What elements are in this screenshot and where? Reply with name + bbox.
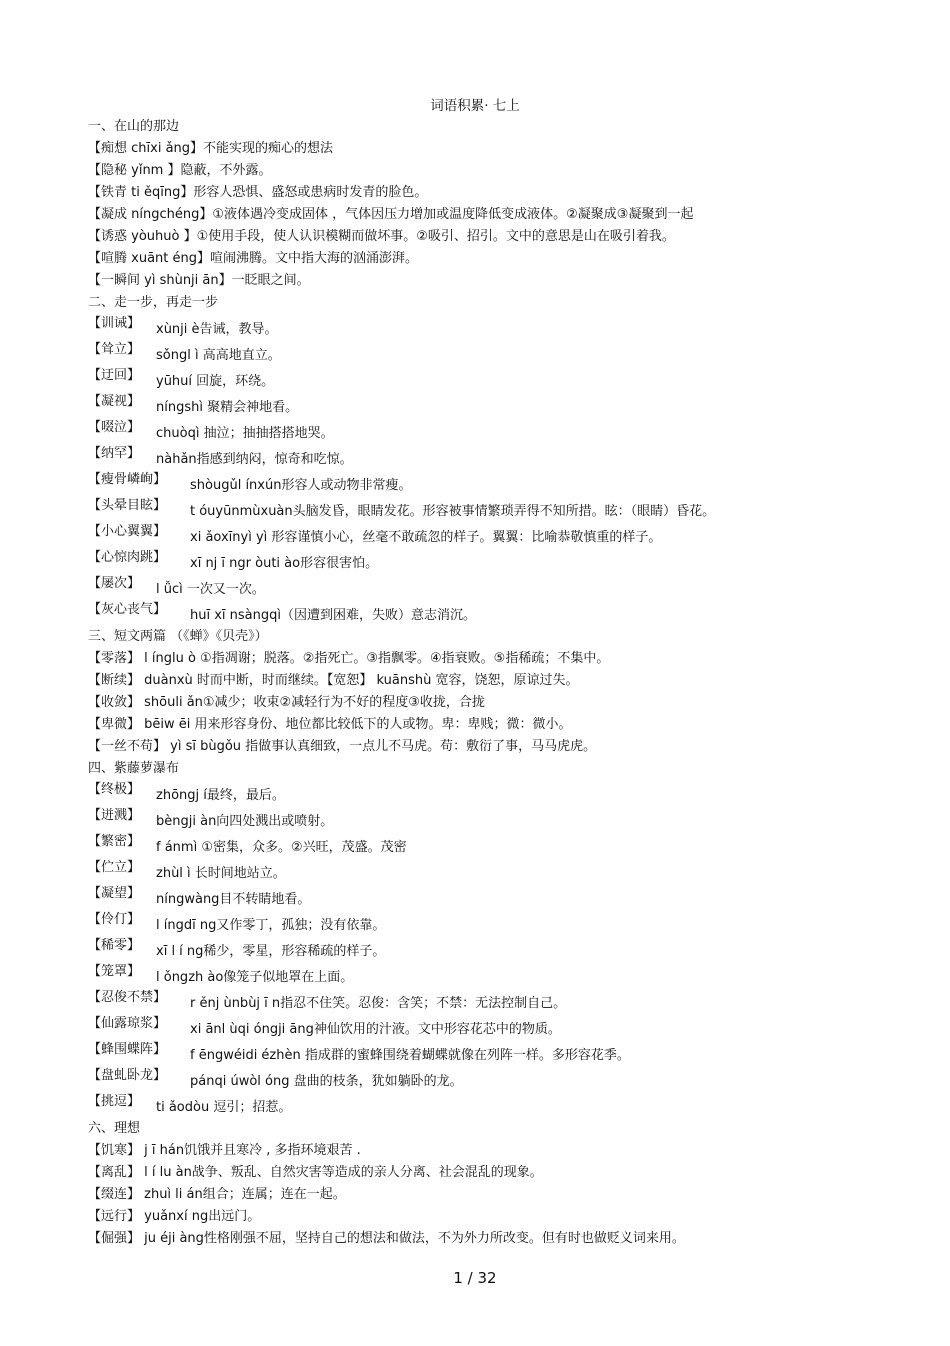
vocab-entry [88, 444, 918, 470]
vocabulary-list [88, 116, 918, 1250]
vocab-term: 【盘虬卧龙】 [88, 1068, 167, 1083]
vocab-entry [88, 988, 918, 1014]
vocab-entry [88, 496, 918, 522]
vocab-entry: 【喧腾 xuānt éng】喧闹沸腾。文中指大海的汹涌澎湃。 [88, 251, 418, 266]
vocab-term: 【伶仃】 [88, 912, 141, 927]
vocab-term: 【挑逗】 [88, 1094, 141, 1109]
vocab-term: 【忍俊不禁】 [88, 990, 167, 1005]
vocab-definition: f ánmì ①密集，众多。②兴旺，茂盛。茂密 [156, 840, 407, 855]
vocab-entry: 【铁青 ti ěqīng】形容人恐惧、盛怒或患病时发青的脸色。 [88, 185, 428, 200]
vocab-term: 【迸溅】 [88, 808, 141, 823]
vocab-entry: 【缀连】 zhuì li án组合；连属；连在一起。 [88, 1187, 346, 1202]
vocab-entry [88, 522, 918, 548]
vocab-definition: yūhuí 回旋，环绕。 [156, 374, 275, 389]
vocab-entry [88, 470, 918, 496]
vocab-entry: 【卑微】 bēiw ēi 用来形容身份、地位都比较低下的人或物。卑：卑贱；微：微小。 [88, 717, 572, 732]
vocab-definition: xī l í ng稀少，零星，形容稀疏的样子。 [156, 944, 386, 959]
vocab-entry: 【痴想 chīxi ǎng】不能实现的痴心的想法 [88, 141, 334, 156]
vocab-entry [88, 392, 918, 418]
vocab-term: 【啜泣】 [88, 420, 141, 435]
section-heading: 六、理想 [88, 1121, 141, 1136]
section-heading: 一、在山的那边 [88, 119, 180, 134]
vocab-entry [88, 884, 918, 910]
vocab-definition: chuòqì 抽泣；抽抽搭搭地哭。 [156, 426, 334, 441]
vocab-term: 【繁密】 [88, 834, 141, 849]
vocab-term: 【瘦骨嶙峋】 [88, 472, 167, 487]
vocab-entry: 【收敛】 shōuli ǎn①减少；收束②减轻行为不好的程度③收拢，合拢 [88, 695, 485, 710]
vocab-entry [88, 936, 918, 962]
vocab-term: 【凝望】 [88, 886, 141, 901]
vocab-entry [88, 780, 918, 806]
vocab-definition: l íngdī ng又作零丁，孤独；没有依靠。 [156, 918, 386, 933]
section-heading: 四、紫藤萝瀑布 [88, 761, 180, 776]
vocab-definition: sǒngl ì 高高地直立。 [156, 348, 281, 363]
vocab-entry [88, 910, 918, 936]
vocab-entry: 【一丝不苟】 yì sī bùgǒu 指做事认真细致，一点儿不马虎。苟：敷衍了事，马马虎虎。 [88, 739, 597, 754]
vocab-term: 【伫立】 [88, 860, 141, 875]
vocab-entry [88, 1066, 918, 1092]
vocab-definition: pánqi úwòl óng 盘曲的枝条，犹如躺卧的龙。 [190, 1074, 463, 1089]
vocab-entry [88, 314, 918, 340]
vocab-term: 【仙露琼浆】 [88, 1016, 167, 1031]
section-heading: 三、短文两篇 （《蝉》《贝壳》） [88, 629, 268, 644]
vocab-entry: 【断续】 duànxù 时而中断，时而继续。【宽恕】 kuānshù 宽容，饶恕，原谅过失。 [88, 673, 579, 688]
vocab-term: 【灰心丧气】 [88, 602, 167, 617]
vocab-entry [88, 340, 918, 366]
vocab-entry [88, 1092, 918, 1118]
vocab-definition: zhōngj í最终，最后。 [156, 788, 285, 803]
vocab-definition: ti ǎodòu 逗引；招惹。 [156, 1100, 292, 1115]
vocab-definition: xi ǎoxīnyì yì 形容谨慎小心，丝毫不敢疏忽的样子。翼翼：比喻恭敬慎重的样子。 [190, 530, 662, 545]
vocab-term: 【训诫】 [88, 316, 141, 331]
vocab-term: 【小心翼翼】 [88, 524, 167, 539]
vocab-entry [88, 1040, 918, 1066]
vocab-definition: nàhǎn指感到纳闷，惊奇和吃惊。 [156, 452, 353, 467]
vocab-entry: 【饥寒】 j ī hán饥饿并且寒冷 , 多指环境艰苦 . [88, 1143, 361, 1158]
vocab-entry [88, 806, 918, 832]
vocab-definition: xi ānl ùqi óngji āng神仙饮用的汁液。文中形容花芯中的物质。 [190, 1022, 561, 1037]
vocab-term: 【心惊肉跳】 [88, 550, 167, 565]
vocab-entry [88, 600, 918, 626]
vocab-entry: 【诱惑 yòuhuò 】①使用手段，使人认识模糊而做坏事。②吸引、招引。文中的意思是山在吸引着我。 [88, 229, 675, 244]
vocab-entry: 【离乱】 l í lu àn战争、叛乱、自然灾害等造成的亲人分离、社会混乱的现象。 [88, 1165, 543, 1180]
vocab-entry [88, 832, 918, 858]
vocab-definition: l ǒngzh ào像笼子似地罩在上面。 [156, 970, 354, 985]
vocab-definition: shòugǔl ínxún形容人或动物非常瘦。 [190, 478, 412, 493]
vocab-entry [88, 548, 918, 574]
vocab-definition: níngshì 聚精会神地看。 [156, 400, 299, 415]
vocab-definition: xī nj ī ngr òuti ào形容很害怕。 [190, 556, 379, 571]
vocab-term: 【稀零】 [88, 938, 141, 953]
vocab-entry: 【隐秘 yǐnm 】隐蔽，不外露。 [88, 163, 272, 178]
vocab-definition: zhùl ì 长时间地站立。 [156, 866, 286, 881]
vocab-term: 【终极】 [88, 782, 141, 797]
vocab-entry [88, 366, 918, 392]
vocab-entry: 【凝成 níngchéng】①液体遇冷变成固体 ，气体因压力增加或温度降低变成液体。②凝聚成③凝聚到一起 [88, 207, 694, 222]
vocab-entry [88, 418, 918, 444]
vocab-term: 【头晕目眩】 [88, 498, 167, 513]
vocab-definition: níngwàng目不转睛地看。 [156, 892, 311, 907]
vocab-term: 【凝视】 [88, 394, 141, 409]
vocab-entry [88, 1014, 918, 1040]
vocab-definition: bèngji àn向四处溅出或喷射。 [156, 814, 334, 829]
vocab-term: 【纳罕】 [88, 446, 141, 461]
section-heading: 二、走一步，再走一步 [88, 295, 219, 310]
vocab-entry: 【远行】 yuǎnxí ng出远门。 [88, 1209, 261, 1224]
page-number: 1 / 32 [453, 1269, 497, 1287]
vocab-entry [88, 962, 918, 988]
vocab-entry: 【零落】 l ínglu ò ①指凋谢；脱落。②指死亡。③指飘零。④指衰败。⑤指稀疏；不集中。 [88, 651, 610, 666]
vocab-entry [88, 858, 918, 884]
vocab-definition: l ǚcì 一次又一次。 [156, 582, 265, 597]
vocab-definition: r ěnj ùnbùj ī n指忍不住笑。忍俊：含笑；不禁：无法控制自己。 [190, 996, 567, 1011]
vocab-term: 【耸立】 [88, 342, 141, 357]
vocab-term: 【迂回】 [88, 368, 141, 383]
vocab-term: 【笼罩】 [88, 964, 141, 979]
vocab-definition: t óuyūnmùxuàn头脑发昏，眼睛发花。形容被事情繁琐弄得不知所措。眩：（眼睛）昏花。 [190, 504, 716, 519]
vocab-definition: huī xī nsàngqì（因遭到困难，失败）意志消沉。 [190, 608, 476, 623]
vocab-term: 【屡次】 [88, 576, 141, 591]
vocab-entry: 【倔强】 ju éji àng性格刚强不屈，坚持自己的想法和做法，不为外力所改变。但有时也做贬义词来用。 [88, 1231, 685, 1246]
vocab-entry [88, 574, 918, 600]
vocab-entry: 【一瞬间 yì shùnji ān】一眨眼之间。 [88, 273, 310, 288]
vocab-term: 【蜂围蝶阵】 [88, 1042, 167, 1057]
document-title: 词语积累· 七上 [430, 98, 520, 114]
vocab-definition: xùnji è告诫，教导。 [156, 322, 278, 337]
vocab-definition: f ēngwéidi ézhèn 指成群的蜜蜂围绕着蝴蝶就像在列阵一样。多形容花季。 [190, 1048, 630, 1063]
